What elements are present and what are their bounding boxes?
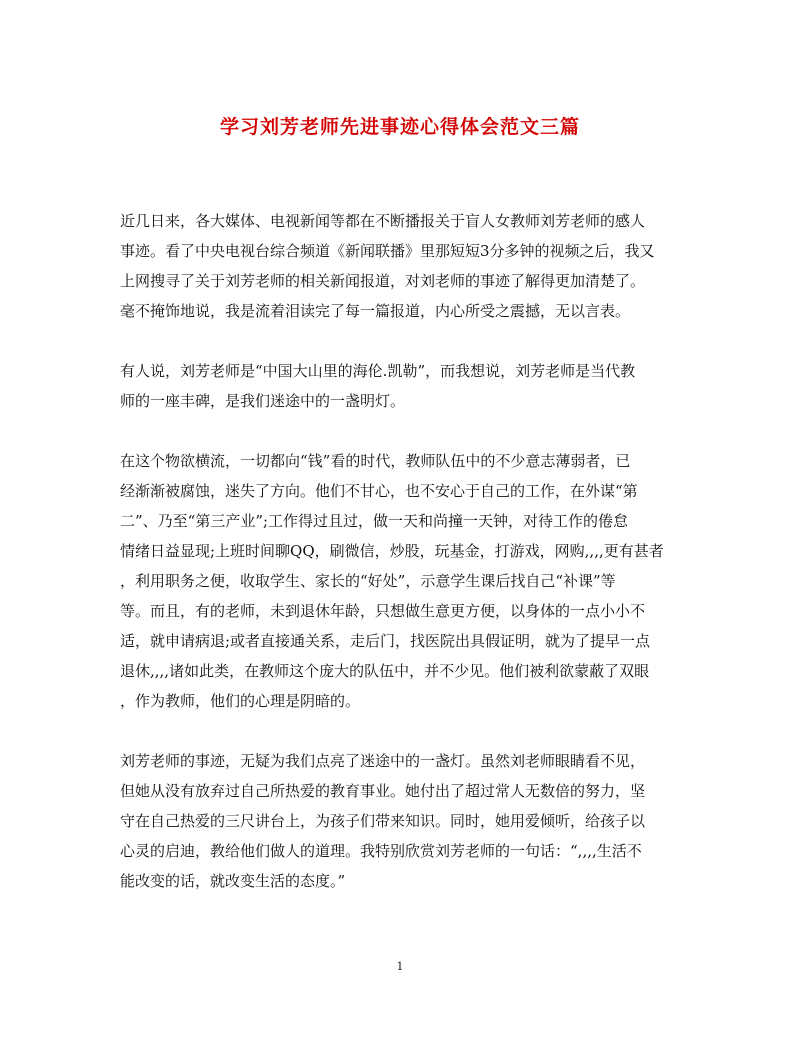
text-line: 近几日来，各大媒体、电视新闻等都在不断播报关于盲人女教师刘芳老师的感人 — [120, 212, 646, 230]
text-line: 但她从没有放弃过自己所热爱的教育事业。她付出了超过常人无数倍的努力，坚 — [120, 782, 646, 800]
paragraph-2 — [120, 356, 680, 416]
text-line: 退休,,,,诸如此类，在教师这个庞大的队伍中，并不少见。他们被利欲蒙蔽了双眼 — [120, 662, 650, 680]
text-line: 守在自己热爱的三尺讲台上，为孩子们带来知识。同时，她用爱倾听，给孩子以 — [120, 812, 646, 830]
text-line: 师的一座丰碑，是我们迷途中的一盏明灯。 — [120, 392, 406, 410]
text-line: 在这个物欲横流，一切都向“钱”看的时代，教师队伍中的不少意志薄弱者，已 — [120, 452, 631, 470]
text-line: 等。而且，有的老师，未到退休年龄，只想做生意更方便，以身体的一点小小不 — [120, 602, 646, 620]
paragraph-3 — [120, 446, 680, 716]
text-line: 情绪日益显现;上班时间聊QQ，刷微信，炒股，玩基金，打游戏，网购,,,,更有甚者 — [120, 542, 664, 560]
document-title: 学习刘芳老师先进事迹心得体会范文三篇 — [219, 116, 580, 138]
text-line: 二”、乃至“第三产业”;工作得过且过，做一天和尚撞一天钟，对待工作的倦怠 — [120, 512, 629, 530]
text-line: 经渐渐被腐蚀，迷失了方向。他们不甘心，也不安心于自己的工作，在外谋“第 — [120, 482, 638, 500]
document-body — [120, 206, 680, 926]
paragraph-4 — [120, 746, 680, 896]
text-line: 事迹。看了中央电视台综合频道《新闻联播》里那短短3分多钟的视频之后，我又 — [120, 242, 655, 260]
text-line: ，利用职务之便，收取学生、家长的“好处”，示意学生课后找自己“补课”等 — [120, 572, 616, 590]
text-line: ，作为教师，他们的心理是阴暗的。 — [120, 692, 361, 710]
text-line: 刘芳老师的事迹，无疑为我们点亮了迷途中的一盏灯。虽然刘老师眼睛看不见， — [120, 752, 646, 770]
paragraph-1 — [120, 206, 680, 326]
text-line: 能改变的话，就改变生活的态度。” — [120, 872, 346, 890]
text-line: 毫不掩饰地说，我是流着泪读完了每一篇报道，内心所受之震撼，无以言表。 — [120, 302, 631, 320]
text-line: 适，就申请病退;或者直接通关系，走后门，找医院出具假证明，就为了提早一点 — [120, 632, 651, 650]
text-line: 上网搜寻了关于刘芳老师的相关新闻报道，对刘老师的事迹了解得更加清楚了。 — [120, 272, 646, 290]
page-number: 1 — [396, 960, 404, 973]
text-line: 有人说，刘芳老师是“中国大山里的海伦.凯勒”，而我想说，刘芳老师是当代教 — [120, 362, 636, 380]
text-line: 心灵的启迪，教给他们做人的道理。我特别欣赏刘芳老师的一句话：“,,,,生活不 — [120, 842, 642, 860]
